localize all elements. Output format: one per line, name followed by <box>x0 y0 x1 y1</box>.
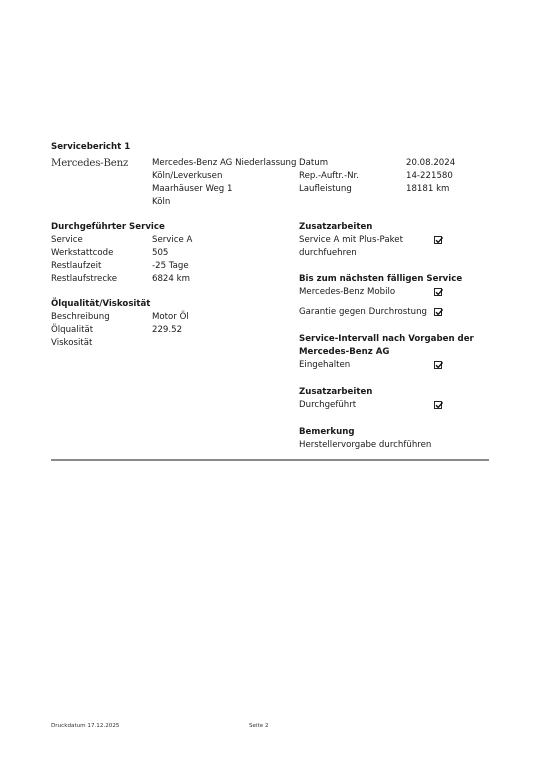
viscosity-label: Viskosität <box>51 338 93 348</box>
checkmark-icon <box>434 235 444 245</box>
oil-heading: Ölqualität/Viskosität <box>51 299 151 309</box>
extra-work-line-2: durchfuehren <box>299 248 357 258</box>
mercedes-benz-logo: Mercedes-Benz <box>51 158 129 169</box>
page-number: Seite 2 <box>249 723 269 729</box>
remaining-time-label: Restlaufzeit <box>51 261 102 271</box>
workshop-code-value: 505 <box>152 248 169 258</box>
rust-warranty-checkbox <box>434 308 442 316</box>
interval-item-label: Eingehalten <box>299 360 351 370</box>
oil-description-value: Motor Öl <box>152 312 189 322</box>
dealer-line-2: Köln/Leverkusen <box>152 171 223 181</box>
remark-text: Herstellervorgabe durchführen <box>299 440 432 450</box>
info-value-date: 20.08.2024 <box>406 158 456 168</box>
dealer-line-3: Maarhäuser Weg 1 <box>152 184 233 194</box>
checkmark-icon <box>434 307 444 317</box>
dealer-line-4: Köln <box>152 197 171 207</box>
interval-heading-line-2: Mercedes-Benz AG <box>299 347 390 357</box>
info-label-order: Rep.-Auftr.-Nr. <box>299 171 360 181</box>
print-date: Druckdatum 17.12.2025 <box>51 723 120 729</box>
interval-checkbox <box>434 361 442 369</box>
section-divider <box>51 459 489 461</box>
next-service-heading: Bis zum nächsten fälligen Service <box>299 274 463 284</box>
info-label-mileage: Laufleistung <box>299 184 352 194</box>
service-heading: Durchgeführter Service <box>51 222 165 232</box>
remaining-distance-label: Restlaufstrecke <box>51 274 118 284</box>
remaining-time-value: -25 Tage <box>152 261 189 271</box>
oil-description-label: Beschreibung <box>51 312 110 322</box>
rust-warranty-label: Garantie gegen Durchrostung <box>299 307 427 317</box>
info-value-mileage: 18181 km <box>406 184 450 194</box>
report-title: Servicebericht 1 <box>51 142 131 152</box>
mobilo-checkbox <box>434 288 442 296</box>
service-label: Service <box>51 235 83 245</box>
oil-quality-value: 229.52 <box>152 325 183 335</box>
extra-work-line-1: Service A mit Plus-Paket <box>299 235 403 245</box>
extra-work-2-label: Durchgeführt <box>299 400 357 410</box>
dealer-line-1: Mercedes-Benz AG Niederlassung <box>152 158 297 168</box>
oil-quality-label: Ölqualität <box>51 325 94 335</box>
remark-heading: Bemerkung <box>299 427 355 437</box>
interval-heading-line-1: Service-Intervall nach Vorgaben der <box>299 334 474 344</box>
workshop-code-label: Werkstattcode <box>51 248 114 258</box>
checkmark-icon <box>434 360 444 370</box>
remaining-distance-value: 6824 km <box>152 274 190 284</box>
service-value: Service A <box>152 235 193 245</box>
extra-work-checkbox <box>434 236 442 244</box>
extra-work-2-heading: Zusatzarbeiten <box>299 387 373 397</box>
info-value-order: 14-221580 <box>406 171 453 181</box>
extra-work-2-checkbox <box>434 401 442 409</box>
checkmark-icon <box>434 400 444 410</box>
extra-work-heading: Zusatzarbeiten <box>299 222 373 232</box>
checkmark-icon <box>434 287 444 297</box>
info-label-date: Datum <box>299 158 329 168</box>
mobilo-label: Mercedes-Benz Mobilo <box>299 287 396 297</box>
